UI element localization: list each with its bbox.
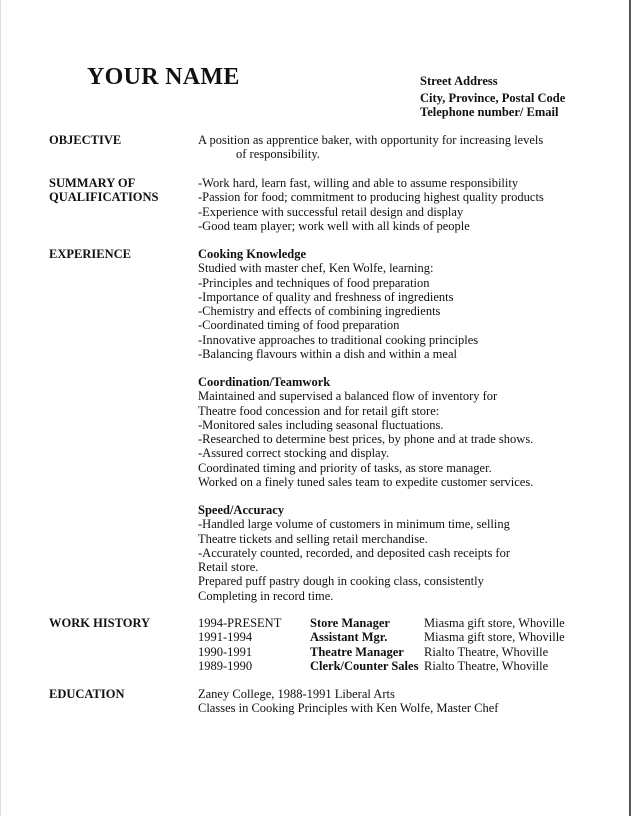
experience-coordination (198, 375, 533, 489)
work-history-titles (310, 616, 418, 673)
objective-label-text: OBJECTIVE (49, 133, 122, 147)
experience-line: -Accurately counted, recorded, and deposited cash receipts for (198, 545, 511, 560)
education-line: Zaney College, 1988-1991 Liberal Arts (198, 687, 395, 701)
work-dates: 1991-1994 (198, 630, 253, 645)
education-label (49, 687, 124, 701)
work-history-employers (424, 616, 565, 673)
work-history-label (49, 616, 150, 630)
summary-item: -Passion for food; commitment to producing highest quality products (198, 190, 544, 205)
experience-section-title: Speed/Accuracy (198, 503, 285, 517)
summary-label (49, 176, 159, 205)
work-employer: Miasma gift store, Whoville (424, 616, 565, 630)
experience-line: Completing in record time. (198, 588, 334, 603)
work-history-dates (198, 616, 281, 673)
experience-line: -Assured correct stocking and display. (198, 446, 390, 461)
summary-item: -Good team player; work well with all kinds of people (198, 218, 470, 233)
resume-name: YOUR NAME (87, 64, 240, 90)
work-employer: Rialto Theatre, Whoville (424, 658, 549, 673)
experience-line: Retail store. (198, 560, 259, 575)
summary-list (198, 176, 544, 233)
experience-label (49, 247, 131, 261)
work-title: Store Manager (310, 616, 390, 630)
experience-line: Theatre tickets and selling retail merchandise. (198, 531, 428, 546)
experience-line: Maintained and supervised a balanced flow of inventory for (198, 389, 498, 404)
work-history-label-text: WORK HISTORY (49, 616, 151, 630)
education-label-text: EDUCATION (49, 687, 125, 701)
experience-line: Prepared puff pastry dough in cooking class, consistently (198, 574, 484, 589)
street-address: Street Address (420, 74, 498, 88)
experience-cooking (198, 247, 478, 361)
telephone-email: Telephone number/ Email (420, 105, 559, 119)
experience-line: -Importance of quality and freshness of ingredients (198, 289, 454, 304)
objective-text (198, 133, 543, 162)
experience-line: Worked on a finely tuned sales team to expedite customer services. (198, 475, 534, 490)
education-list (198, 687, 498, 716)
work-dates: 1990-1991 (198, 644, 253, 659)
summary-label-line: QUALIFICATIONS (49, 190, 159, 205)
objective-label (49, 133, 121, 147)
page-left-edge (0, 0, 1, 816)
work-title: Theatre Manager (310, 644, 404, 659)
experience-line: Studied with master chef, Ken Wolfe, learning: (198, 261, 434, 276)
summary-item: -Experience with successful retail design and display (198, 204, 464, 219)
city-province-postal: City, Province, Postal Code (420, 90, 566, 105)
summary-label-line: SUMMARY OF (49, 176, 136, 190)
work-dates: 1989-1990 (198, 658, 253, 673)
objective-line: A position as apprentice baker, with opportunity for increasing levels (198, 133, 544, 147)
experience-line: -Coordinated timing of food preparation (198, 318, 400, 333)
experience-line: Theatre food concession and for retail gift store: (198, 403, 440, 418)
work-title: Assistant Mgr. (310, 630, 388, 645)
experience-line: -Balancing flavours within a dish and within a meal (198, 347, 457, 362)
work-title: Clerk/Counter Sales (310, 658, 419, 673)
work-employer: Miasma gift store, Whoville (424, 630, 565, 645)
education-line: Classes in Cooking Principles with Ken Wolfe, Master Chef (198, 701, 499, 716)
experience-label-text: EXPERIENCE (49, 247, 131, 261)
experience-line: -Chemistry and effects of combining ingredients (198, 304, 441, 319)
contact-block (420, 73, 565, 121)
experience-section-title: Cooking Knowledge (198, 247, 307, 261)
experience-line: -Researched to determine best prices, by phone and at trade shows. (198, 432, 534, 447)
objective-line: of responsibility. (236, 147, 320, 162)
experience-section-title: Coordination/Teamwork (198, 375, 331, 389)
experience-speed (198, 503, 510, 603)
summary-item: -Work hard, learn fast, willing and able to assume responsibility (198, 176, 519, 190)
experience-line: -Principles and techniques of food preparation (198, 275, 430, 290)
experience-line: -Monitored sales including seasonal fluctuations. (198, 417, 444, 432)
work-employer: Rialto Theatre, Whoville (424, 644, 549, 659)
experience-line: -Innovative approaches to traditional cooking principles (198, 332, 479, 347)
experience-line: Coordinated timing and priority of tasks, as store manager. (198, 460, 492, 475)
work-dates: 1994-PRESENT (198, 616, 282, 630)
experience-line: -Handled large volume of customers in minimum time, selling (198, 517, 510, 532)
